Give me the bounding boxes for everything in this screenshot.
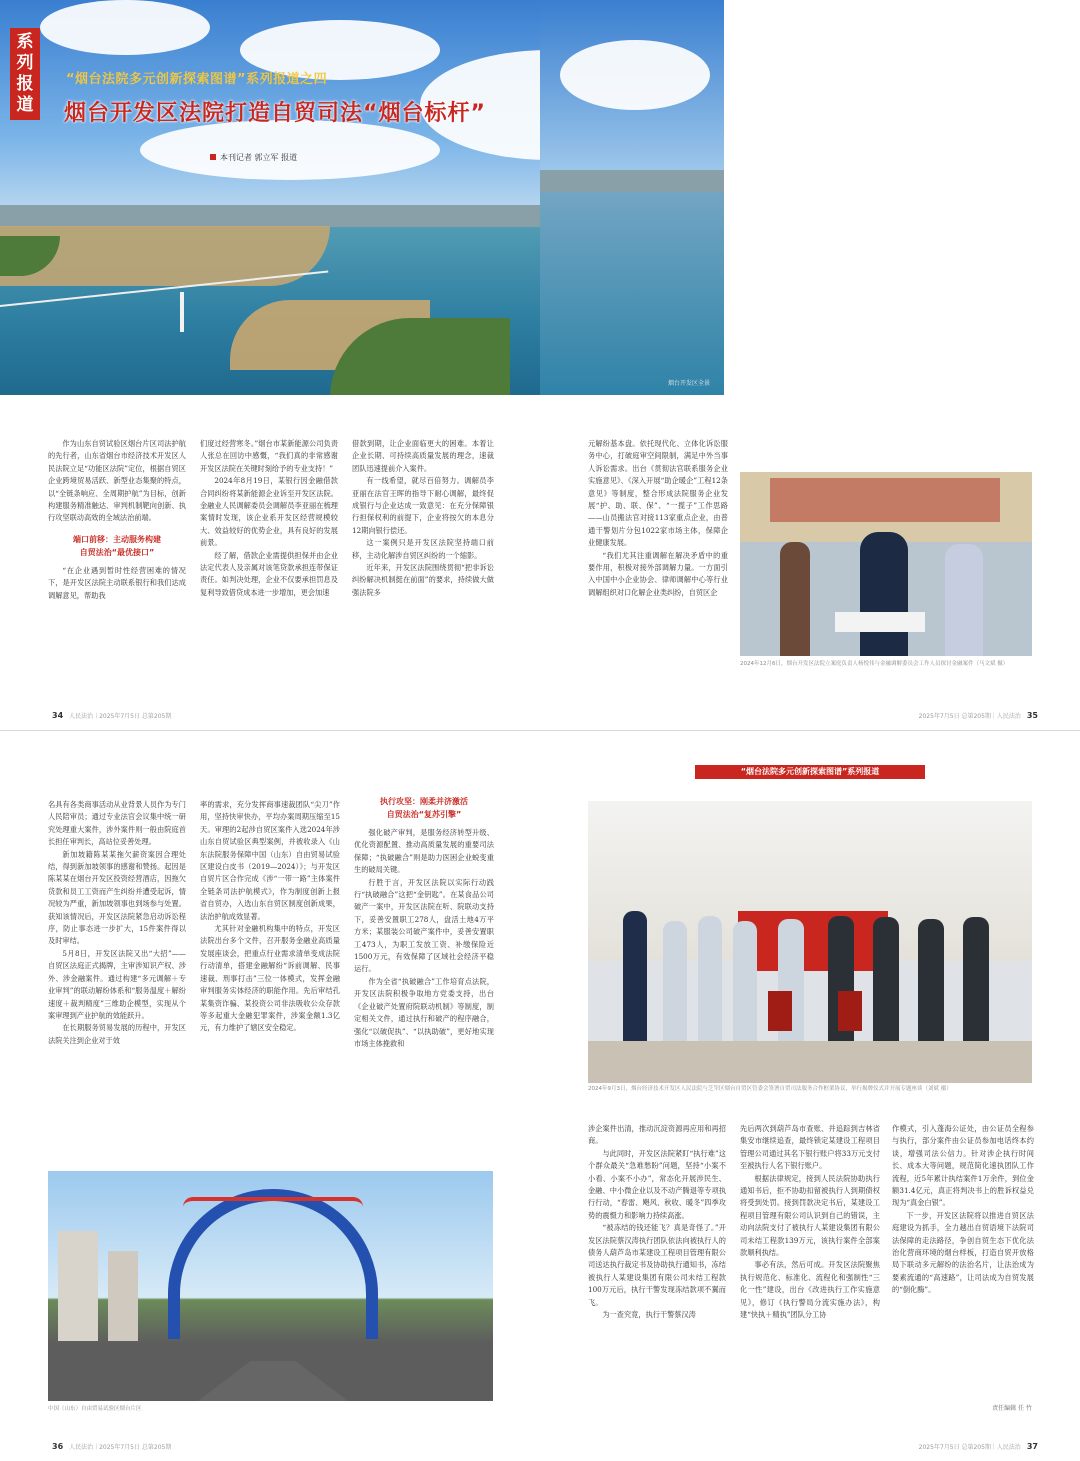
p36-column-3 xyxy=(354,793,494,1159)
paragraph: 元解纷基本盘。依托现代化、立体化诉讼服务中心，打破庭审空间限制，满足中外当事人诉讼需求。出台《贯彻法官联系服务企业实施意见》、《深入开展“助企暖企”工程12条意见》等制度，整合形成法院服务企业发展“护、助、联、保”、“一揽子”工作思路——山员搬法官对接113家重点企业，由普通干警划片分包1022家市场主体，保障企业健康发展。 xyxy=(588,439,728,548)
paragraph: 5月8日，开发区法院又出“大招”——自贸区法庭正式揭牌，主审涉知识产权、涉外、涉金融案件。通过构建“多元调解＋专业审判”的联动解纷体系和“服务温度＋解纷速度＋裁判精度”三维助企模型，实现从个案审理到产业护航的效能跃升。 xyxy=(48,948,186,1020)
folio xyxy=(48,711,171,720)
folio xyxy=(919,1442,1042,1451)
agreement-folder xyxy=(838,991,862,1031)
free-trade-zone-photo xyxy=(48,1171,493,1401)
person xyxy=(698,916,722,1041)
section-heading-line: 自贸法治“复苏引擎” xyxy=(386,810,462,819)
p35-column-1 xyxy=(588,438,728,700)
paragraph: “在企业遇到暂时性经营困难的情况下，是开发区法院主动联系银行和我们达成调解意见，帮助我 xyxy=(48,565,186,600)
editor-credit: 责任编辑 任 竹 xyxy=(992,1405,1032,1412)
bridge-tower xyxy=(180,292,184,332)
court-office-photo xyxy=(740,472,1032,656)
paragraph: 近年来，开发区法院围绕贯彻“把非诉讼纠纷解决机制挺在前面”的要求，持续做大做强法院多 xyxy=(352,563,494,597)
series-subtitle: “烟台法院多元创新探索图谱”系列报道之四 xyxy=(66,72,328,87)
section-heading-line: 执行攻坚：刚柔并济激活 xyxy=(380,797,468,806)
folio xyxy=(919,711,1042,720)
paragraph: 根据法律规定，接到人民法院协助执行通知书后，拒不协助扣留被执行人到期债权将受到处罚。接到罚款决定书后，某建设工程项目管理有限公司认识到自己的错误，主动向法院支付了被执行人某建设集团有限公司未结工程款139万元，该执行案件全部案款顺利执结。 xyxy=(740,1173,880,1258)
person xyxy=(623,911,647,1041)
building xyxy=(58,1231,98,1341)
red-sign xyxy=(770,478,1000,522)
person xyxy=(918,919,944,1041)
p37-column-3 xyxy=(892,1123,1034,1403)
page-number: 34 xyxy=(52,711,64,720)
person xyxy=(733,921,757,1041)
signing-table xyxy=(588,1041,1032,1083)
paragraph: 行胜于言，开发区法院以实际行动践行“执破融合”这把“金钥匙”。在某食品公司破产一案中，开发区法院在听、院联动支持下，妥善安置职工278人，盘活土地4万平方米；某服装公司破产案件中，妥善安置职工473人，为职工发放工资、补缴保险近1500万元，有效保障了区域社会经济平稳运行。 xyxy=(354,877,494,974)
document-sheet xyxy=(835,612,925,632)
agreement-folder xyxy=(768,991,792,1031)
paragraph: 2024年8月19日，某银行因金融借款合同纠纷将某新能源企业诉至开发区法院。金融业人民调解委员会调解员李亚丽在梳理案情时发现，该企业系开发区经营规模较大、效益较好的优势企业，具有良好的发展前景。 xyxy=(200,476,338,548)
section-heading-line: 端口前移：主动服务构建 xyxy=(73,534,161,544)
paragraph: 作模式，引入蓬海公证处，由公证员全程参与执行，部分案件由公证员参加电话终本约谈，增强司法公信力。针对涉企执行时间长、成本大等问题，规范简化速执团队工作流程，近5年累计执结案件1万余件，到位金额31.4亿元，真正将判决书上的胜诉权益兑现为“真金白银”。 xyxy=(892,1124,1034,1208)
page-number: 35 xyxy=(1026,711,1038,720)
paragraph: 强化破产审判，是服务经济转型升级、优化资源配置、推动高质量发展的重要司法保障；“执破融合”则是助力医困企业蜕变重生的破局关键。 xyxy=(354,828,494,875)
section-heading-line: 自贸法治“最优接口” xyxy=(79,547,155,557)
person xyxy=(963,917,989,1041)
page-number: 36 xyxy=(52,1442,64,1451)
p34-column-2 xyxy=(200,438,338,700)
paragraph: 下一步，开发区法院将以推进自贸区法庭建设为抓手，全力越出自贸语境下法院司法保障的走法路径，争创自贸生态下优化法治化营商环境的烟台样板，打造自贸开放格局下联动多元解纷的法治名片，让法治成为要素流通的“高速路”，让司法成为自贸发展的“倒化酶”。 xyxy=(892,1210,1034,1295)
paragraph: 率的需求，充分发挥商事速裁团队“尖刀”作用，坚持快审快办，平均办案周期压缩至15天。审理的2起涉自贸区案件入选2024年涉山东自贸试验区典型案例，并被收录入《山东法院服务保障中国（山东）自由贸易试验区建设白皮书（2019—2024）》；与开发区自贸片区合作完成《涉“一带一路”主体案件全链条司法护航模式》，作为制度创新上报省自贸办，入选山东自贸区制度创新成果，法治护航成效显著。 xyxy=(200,800,340,921)
folio-text: 2025年7月5日 总第205期｜人民法治 xyxy=(918,713,1021,720)
p34-column-3 xyxy=(352,438,494,700)
hero-right-part xyxy=(540,170,724,395)
photo-caption: 中国（山东）自由贸易试验区烟台片区 xyxy=(48,1406,142,1412)
paragraph: 事必有法，然后可成。开发区法院聚焦执行规范化、标准化、流程化和强制性“三化一性”建设，出台《改进执行工作实施意见》，修订《执行警局分流实施办法》，构建“快执＋精执”团队分工协 xyxy=(740,1260,880,1320)
photo-caption: 2024年9月3日，烟台经济技术开发区人民法院与芝罘区烟台自贸区管委会签署自贸司法服务合作框架协议，举行揭牌仪式并开展专题座谈（刘斌 摄） xyxy=(588,1086,952,1092)
paragraph: 为一查究竟，执行干警蔡汉涛 xyxy=(602,1310,696,1320)
person xyxy=(860,532,908,656)
gate-arch xyxy=(168,1189,378,1339)
paragraph: 作为山东自贸试验区烟台片区司法护航的先行者，山东省烟台市经济技术开发区人民法院立足“功能区法院”定位，根据自贸区企业跨境贸易活跃、新型业态集聚的特点，以“全链条响应、全周期护航”为目标，创新构建服务精准触达、审判机制靶向创新、执行攻坚联动高效的全域法治前端。 xyxy=(48,439,186,523)
paragraph: 在长期服务贸易发展的历程中，开发区法院关注到企业对于效 xyxy=(48,1023,186,1045)
paragraph: 有一线希望，就尽百倍努力。调解员李亚丽在法官王晖的指导下耐心调解，最终促成银行与企业达成一致意见：在充分保障银行担保权利的前提下，企业将按欠的本息分12期向银行偿还。 xyxy=(352,476,494,535)
person xyxy=(945,544,983,656)
building xyxy=(108,1251,138,1341)
article-title: 烟台开发区法院打造自贸司法“烟台标杆” xyxy=(64,101,486,126)
p36-column-2 xyxy=(200,799,340,1159)
paragraph: 们度过经营寒冬。”烟台市某新能源公司负责人张总在回访中感慨，“我们真的非常感谢开发区法院在关键时刻给予的专业支持！” xyxy=(200,439,338,473)
person xyxy=(663,921,687,1041)
cloud xyxy=(560,40,710,110)
paragraph: 新加坡籍陈某某拖欠薪资案因合理处结，得到新加坡领事的感谢和赞扬。起因是陈某某在烟台开发区投资经营酒店，因拖欠货款和员工工资而产生纠纷并遭受起诉，情况较为严重，新加坡领事也到场参与处置。获知该情况后，开发区法院紧急启动诉讼程序，防止事态进一步扩大，15件案件得以及时审结。 xyxy=(48,849,186,946)
person xyxy=(873,917,899,1041)
section-heading xyxy=(354,795,494,821)
paragraph: 这一案例只是开发区法院坚持端口前移，主动化解涉自贸区纠纷的一个缩影。 xyxy=(352,538,494,560)
page-number: 37 xyxy=(1026,1442,1038,1451)
paragraph: 先后两次到葫芦岛市查账、并追踪到吉林省集安市继续追查，最终锁定某建设工程项目管理公司通过其名下银行账户将33万元支付至被执行人名下银行账户。 xyxy=(740,1124,880,1171)
ceremony-backdrop xyxy=(738,911,888,971)
hero-caption: 烟台开发区全景 xyxy=(668,380,711,387)
page-36 xyxy=(0,731,540,1461)
folio xyxy=(48,1442,171,1451)
folio-text: 人民法治｜2025年7月5日 总第205期 xyxy=(69,713,172,720)
paragraph: 名具有各类商事活动从业背景人员作为专门人民陪审员；通过专业法官会议集中统一研究处理重大案件，涉外案件则一般由院庭首长担任审判长，高站位妥善处理。 xyxy=(48,800,186,847)
p36-column-1 xyxy=(48,799,186,1159)
photo-caption: 2024年12月6日，烟台开发区法院立案庭负责人杨悦伟与金融调解委员会工作人员探讨金融案件（马文斌 摄） xyxy=(740,661,1009,667)
signing-ceremony-photo xyxy=(588,801,1032,1083)
road xyxy=(198,1361,348,1401)
p37-column-2 xyxy=(740,1123,880,1423)
gate-arch-stripe xyxy=(183,1197,363,1207)
skyline xyxy=(540,170,724,192)
hero-image xyxy=(0,0,1080,395)
page-37 xyxy=(540,731,1080,1461)
paragraph: “被冻结的钱还能飞？真是奇怪了。”开发区法院蔡汉涛执行团队依法向被执行人的债务人葫芦岛市某建设工程项目管理有限公司送达执行裁定书及协助执行通知书，冻结被执行人某建设集团有限公司未结工程款100万元后，执行干警发现冻结款项不翼而飞。 xyxy=(588,1223,726,1307)
hero-mask-right xyxy=(724,0,1080,395)
paragraph: 作为全省“执破融合”工作培育点法院，开发区法院积极争取地方党委支持，出台《企业破产处置府院联动机制》等制度，制定相关文件，通过执行和破产的程序融合，强化“以破促执”、“以执助破”，更好地实现市场主体挽救和 xyxy=(354,976,494,1048)
paragraph: “我们尤其注重调解在解决矛盾中的重要作用，积极对接外部调解力量。一方面引入中国中小企业协会、律师调解中心等行业调解组织对口化解企业类纠纷，自贸区企 xyxy=(588,550,728,597)
cloud xyxy=(40,0,210,55)
paragraph: 涉企案件出清，推动沉淀资源再应用和再招商。 xyxy=(588,1124,726,1146)
p34-column-1 xyxy=(48,438,186,700)
byline: 本刊记者 郭立军 报道 xyxy=(210,152,297,163)
paragraph: 借款到期，让企业面临更大的困难。本着让企业长期、可持续高质量发展的理念，速裁团队迅速提前介入案件。 xyxy=(352,439,494,473)
cloud xyxy=(140,120,440,180)
folio-text: 2025年7月5日 总第205期｜人民法治 xyxy=(918,1444,1021,1451)
folio-text: 人民法治｜2025年7月5日 总第205期 xyxy=(69,1444,172,1451)
section-heading xyxy=(48,533,186,559)
person xyxy=(780,542,810,656)
paragraph: 与此同时，开发区法院紧盯“执行难”这个群众最关“急难愁盼”问题，坚持“小案不小看、小案不小办”，常态化开展涉民生、金融、中小微企业以及不动产腾退等专项执行行动，“春雷、飓风、秋收、暖冬”四季攻势的震慑力和影响力持续高涨。 xyxy=(588,1148,726,1220)
paragraph: 尤其针对金融机构集中的特点，开发区法院出台多个文件，召开服务金融业高质量发展座谈会，把重点行业需求清单变成法院行动清单，搭建金融解纷“诉前调解、民事速裁、刑事打击”三位一体模式，发挥金融审判服务实体经济的职能作用。先后审结孔某集资诈骗、某投资公司非法吸收公众存款等多起重大金融犯罪案件，涉案金额1.3亿元，有力维护了辖区安全稳定。 xyxy=(200,924,340,1033)
series-badge: 系列报道 xyxy=(10,28,40,120)
paragraph: 经了解，借款企业需提供担保并由企业法定代表人及亲属对该笔贷款承担连带保证责任。如判决处理，企业不仅要承担罚息及复利导致借贷成本进一步增加，更会加速 xyxy=(200,550,338,597)
series-banner: “烟台法院多元创新探索图谱”系列报道 xyxy=(695,765,925,779)
p37-column-1 xyxy=(588,1123,726,1423)
